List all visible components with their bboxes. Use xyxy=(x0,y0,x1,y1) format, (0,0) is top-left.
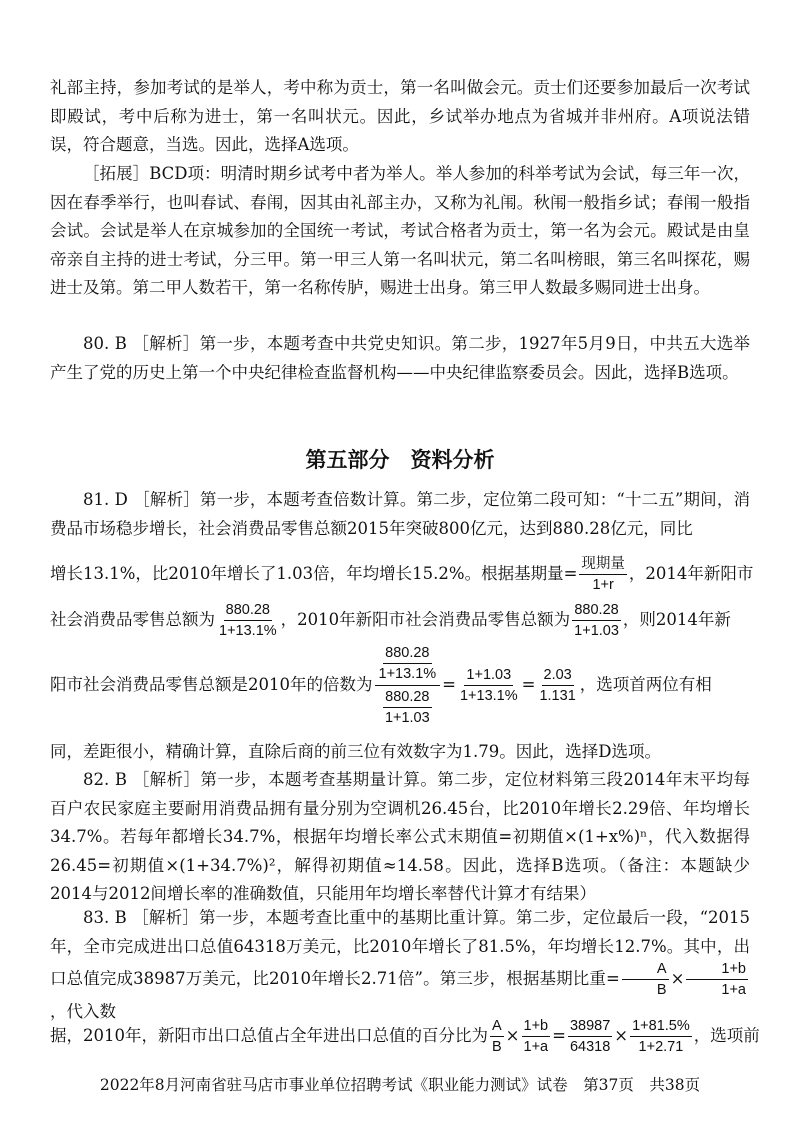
answer-81-formula-line-2 xyxy=(50,602,750,639)
fraction-numerator: 38987 xyxy=(568,1018,612,1037)
fraction xyxy=(622,961,669,998)
compound-numerator xyxy=(375,645,441,686)
fraction-numerator: 1+b xyxy=(686,961,748,980)
fraction-numerator: 880.28 xyxy=(572,602,620,621)
fraction-denominator: 1+r xyxy=(592,577,614,593)
paragraph-continuation xyxy=(50,74,750,160)
multiply-sign: × xyxy=(505,1026,520,1045)
answer-81-formula-line-1 xyxy=(50,556,754,593)
fraction-denominator: 1+1.03 xyxy=(384,710,430,726)
fraction-numerator: A xyxy=(622,961,669,980)
answer-lead: 80. B ［解析］ xyxy=(83,334,200,353)
fraction xyxy=(579,556,627,593)
answer-lead: 83. B ［解析］ xyxy=(83,908,199,927)
text-segment: ，代入数 xyxy=(50,1002,116,1021)
fraction-numerator: 现期量 xyxy=(579,556,627,575)
fraction-denominator: B xyxy=(492,1039,502,1055)
fraction-denominator: 64318 xyxy=(569,1039,611,1055)
fraction-numerator: 880.28 xyxy=(224,602,272,621)
fraction xyxy=(490,1018,504,1055)
answer-81 xyxy=(50,486,750,543)
fraction xyxy=(686,961,748,998)
text-segment: 据，2010年，新阳市出口总值占全年进出口总值的百分比为 xyxy=(50,1026,488,1045)
answer-lead: 82. B ［解析］ xyxy=(83,770,201,789)
fraction xyxy=(572,602,621,639)
compound-denominator xyxy=(381,686,434,726)
answer-lead: 81. D ［解析］ xyxy=(83,490,200,509)
fraction-numerator: A xyxy=(490,1018,504,1037)
fraction-denominator: 1+a xyxy=(523,1039,549,1055)
fraction-denominator: 1+1.03 xyxy=(574,623,619,639)
paragraph-extension xyxy=(50,160,750,303)
extension-tag: ［拓展］ xyxy=(83,164,150,183)
fraction-numerator: 1+1.03 xyxy=(464,667,513,686)
answer-82 xyxy=(50,766,750,909)
answer-81-conclusion: 同，差距很小，精确计算，直除后商的前三位有效数字为1.79。因此，选择D选项。 xyxy=(50,742,661,761)
fraction-denominator: B xyxy=(656,982,667,998)
paragraph-text: 第一步，本题考查比重中的基期比重计算。第二步，定位最后一段，“2015年，全市完成进出口总值64318万美元，比2010年增长了81.5%，年均增长12.7%。其中，出口总值完成38987万美元，比2010年增长2.71倍”。第三步，根据基期比重= xyxy=(50,908,750,988)
fraction-numerator: 880.28 xyxy=(383,645,431,664)
answer-80 xyxy=(50,330,750,387)
paragraph-text: 第一步，本题考查基期量计算。第二步，定位材料第三段2014年末平均每百户农民家庭主要耐用消费品拥有量分别为空调机26.45台，比2010年增长2.29倍、年均增长34.7%。若每年都增长34.7%，根据年均增长率公式末期值=初期值×(1+x%)ⁿ，代入数据得26.45=初期值×(1+34.7%)²，解得初期值≈14.58。因此，选择B选项。（备注：本题缺少2014与2012间增长率的准确数值，只能用年均增长率替代计算才有结果） xyxy=(50,770,750,903)
fraction-numerator: 2.03 xyxy=(542,667,574,686)
fraction xyxy=(537,667,577,704)
equals-sign: = xyxy=(442,675,456,694)
answer-83 xyxy=(50,904,750,1027)
text-segment: 阳市社会消费品零售总额是2010年的倍数为 xyxy=(50,675,373,694)
fraction-numerator: 1+b xyxy=(522,1018,551,1037)
fraction xyxy=(377,645,439,682)
fraction xyxy=(383,689,432,726)
paragraph-text: 礼部主持，参加考试的是举人，考中称为贡士，第一名叫做会元。贡士们还要参加最后一次考试即殿试，考中后称为进士，第一名叫状元。因此，乡试举办地点为省城并非州府。A项说法错误，符合题意，当选。因此，选择A选项。 xyxy=(50,78,750,154)
paragraph-text: 第一步，本题考查倍数计算。第二步，定位第二段可知：“十二五”期间，消费品市场稳步增长，社会消费品零售总额2015年突破800亿元，达到880.28亿元，同比 xyxy=(50,490,751,538)
fraction-denominator: 1+a xyxy=(721,982,746,998)
answer-81-formula-line-3 xyxy=(50,645,750,726)
equals-sign: = xyxy=(521,675,536,694)
compound-fraction xyxy=(375,645,441,726)
text-segment: 社会消费品零售总额为 xyxy=(50,610,215,629)
fraction xyxy=(630,1018,692,1055)
text-segment: ，则2014年新 xyxy=(622,610,731,629)
text-segment: ，选项前 xyxy=(693,1026,760,1045)
fraction-denominator: 1+2.71 xyxy=(638,1039,684,1055)
paragraph-text: BCD项：明清时期乡试考中者为举人。举人参加的科举考试为会试，每三年一次，因在春季举行，也叫春试、春闱，因其由礼部主办，又称为礼闱。秋闱一般指乡试；春闱一般指会试。会试是举人在京城参加的全国统一考试，考试合格者为贡士，第一名为会元。殿试是由皇帝亲自主持的进士考试，分三甲。第一甲三人第一名叫状元，第二名叫榜眼，第三名叫探花，赐进士及第。第二甲人数若干，第一名称传胪，赐进士出身。第三甲人数最多赐同进士出身。 xyxy=(50,164,750,297)
fraction xyxy=(458,667,520,704)
text-segment: 增长13.1%，比2010年增长了1.03倍，年均增长15.2%。根据基期量= xyxy=(50,564,578,583)
paragraph-text: 第一步，本题考查中共党史知识。第二步，1927年5月9日，中共五大选举产生了党的历史上第一个中央纪律检查监督机构——中央纪律监察委员会。因此，选择B选项。 xyxy=(50,334,750,382)
multiply-sign: × xyxy=(614,1026,629,1045)
fraction-numerator: 880.28 xyxy=(383,689,431,708)
fraction-denominator: 1+13.1% xyxy=(459,688,518,704)
fraction-denominator: 1+13.1% xyxy=(378,666,437,682)
section-title: 第五部分 资料分析 xyxy=(305,448,495,472)
multiply-sign: × xyxy=(670,969,685,988)
text-segment: ，选项首两位有相 xyxy=(579,675,712,694)
fraction-numerator: 1+81.5% xyxy=(630,1018,692,1037)
fraction xyxy=(217,602,279,639)
fraction xyxy=(568,1018,612,1055)
answer-83-formula-line xyxy=(50,1018,760,1055)
text-segment: ，2010年新阳市社会消费品零售总额为 xyxy=(280,610,571,629)
fraction xyxy=(522,1018,551,1055)
text-segment: ，2014年新阳市 xyxy=(628,564,754,583)
page-footer: 2022年8月河南省驻马店市事业单位招聘考试《职业能力测试》试卷 第37页 共38页 xyxy=(99,1076,701,1094)
equals-sign: = xyxy=(552,1026,566,1045)
fraction-denominator: 1.131 xyxy=(539,688,576,704)
fraction-denominator: 1+13.1% xyxy=(219,623,277,639)
